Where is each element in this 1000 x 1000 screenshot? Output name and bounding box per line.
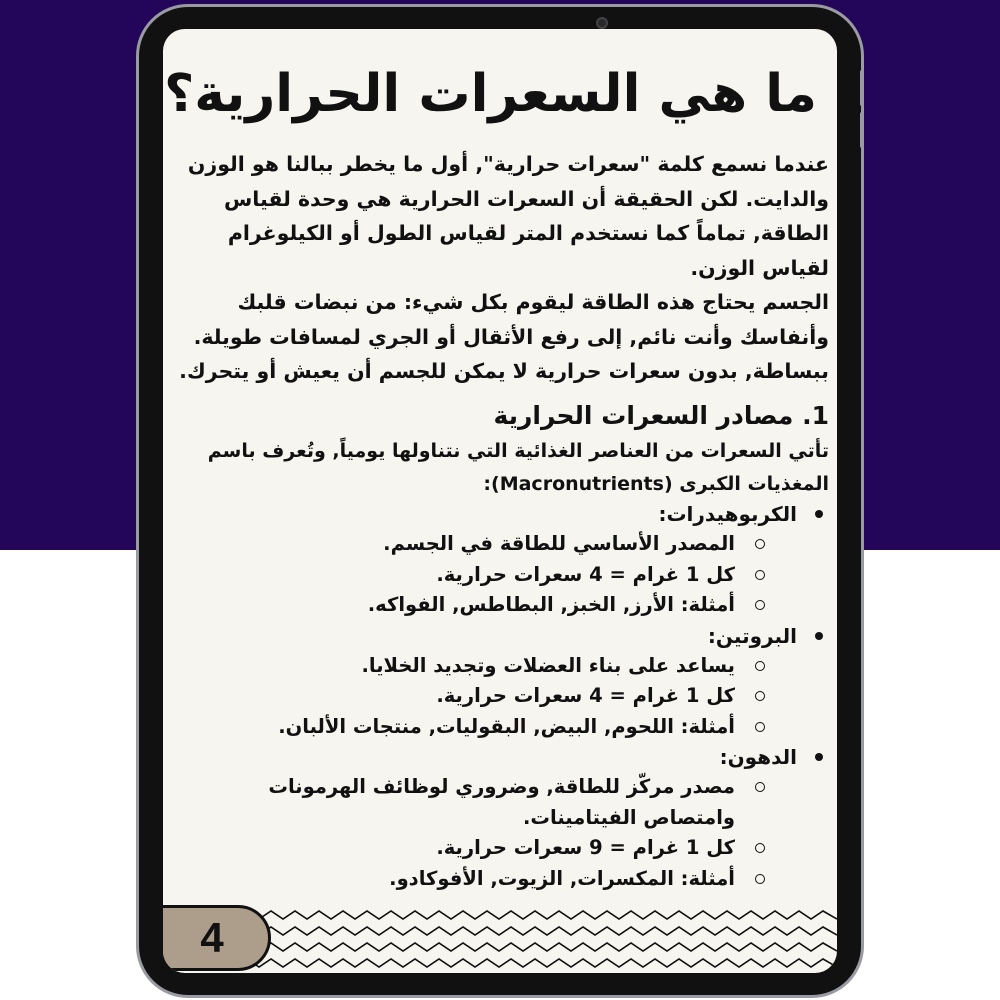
page-number-badge [163,905,271,971]
document-page [163,29,837,929]
volume-button [860,70,864,106]
sub-list-item: يساعد على بناء العضلات وتجديد الخلايا. [173,651,735,682]
page-title: ما هي السعرات الحرارية؟ [164,64,817,124]
intro-text [173,147,829,389]
sub-list-item: أمثلة: الأرز, الخبز, البطاطس, الفواكه. [173,590,735,621]
sub-list-item: مصدر مركّز للطاقة, وضروري لوظائف الهرمونات وامتصاص الفيتامينات. [173,772,735,833]
bullet-icon [815,510,823,518]
group-label: الكربوهيدرات: [658,502,797,526]
sub-list-item: أمثلة: المكسرات, الزيوت, الأفوكادو. [173,864,735,895]
sub-list-item: أمثلة: اللحوم, البيض, البقوليات, منتجات الألبان. [173,712,735,743]
circle-bullet-icon [755,570,765,580]
circle-bullet-icon [755,691,765,701]
circle-bullet-icon [755,600,765,610]
circle-bullet-icon [755,661,765,671]
group-label: البروتين: [707,623,797,648]
macronutrient-list [173,499,797,894]
list-item [173,621,797,743]
section-title: 1. مصادر السعرات الحرارية [493,401,829,430]
group-label: الدهون: [719,745,797,769]
bullet-icon [815,753,823,761]
page-number: 4 [200,914,224,961]
circle-bullet-icon [755,843,765,853]
circle-bullet-icon [755,722,765,732]
circle-bullet-icon [755,539,765,549]
circle-bullet-icon [755,782,765,792]
intro-paragraph: عندما نسمع كلمة "سعرات حرارية", أول ما يخطر ببالنا هو الوزن والدايت. لكن الحقيقة أن السعرات الحرارية هي وحدة لقياس الطاقة, تماماً كما نستخدم المتر لقياس الطول أو الكيلوغرام لقياس الوزن. [187,152,829,280]
list-item [173,499,797,621]
bullet-icon [815,632,823,640]
volume-button [860,112,864,148]
section-intro: تأتي السعرات من العناصر الغذائية التي نتناولها يومياً, وتُعرف باسم المغذيات الكبرى (Macronutrients): [207,440,829,495]
sub-list-item: كل 1 غرام = 4 سعرات حرارية. [173,681,735,712]
sub-list-item: كل 1 غرام = 4 سعرات حرارية. [173,560,735,591]
camera-icon [596,17,608,29]
list-item [173,742,797,894]
tablet-screen [163,29,837,973]
circle-bullet-icon [755,874,765,884]
sub-list-item: كل 1 غرام = 9 سعرات حرارية. [173,833,735,864]
sub-list-item: المصدر الأساسي للطاقة في الجسم. [173,529,735,560]
intro-paragraph: الجسم يحتاج هذه الطاقة ليقوم بكل شيء: من نبضات قلبك وأنفاسك وأنت نائم, إلى رفع الأثقال أو الجري لمسافات طويلة. ببساطة, بدون سعرات حرارية لا يمكن للجسم أن يعيش أو يتحرك. [179,290,829,383]
